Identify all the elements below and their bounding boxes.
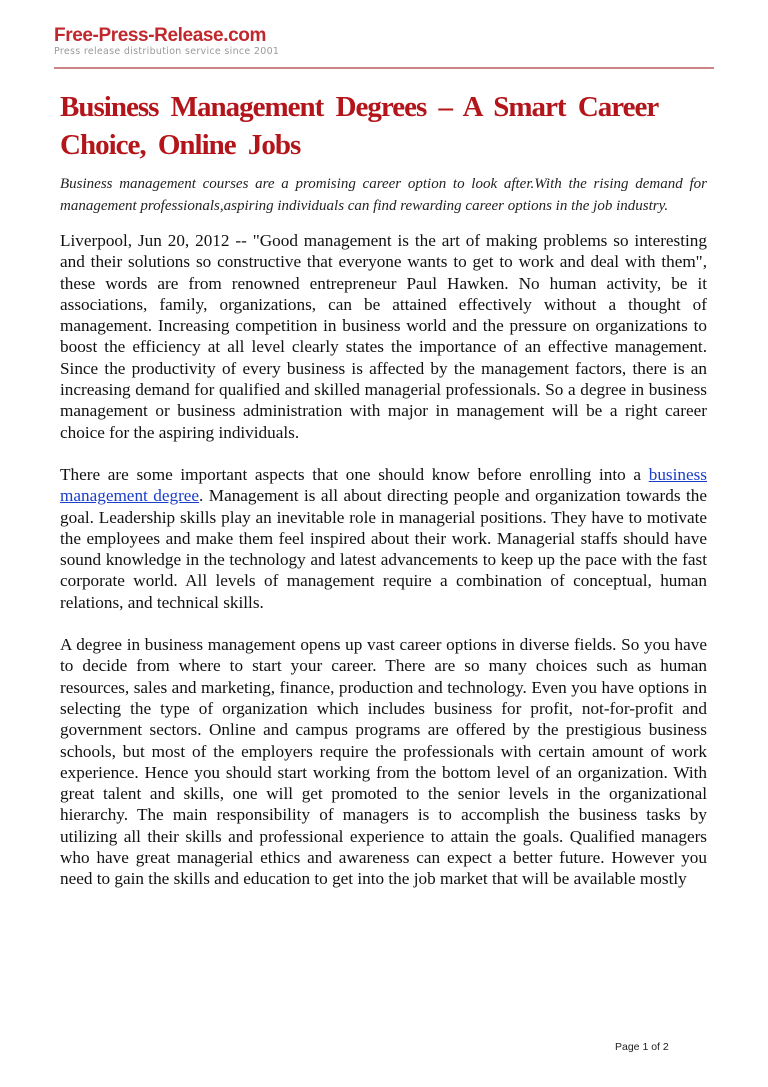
header-divider (54, 67, 714, 69)
page-number: Page 1 of 2 (615, 1041, 669, 1053)
paragraph-2-start: There are some important aspects that one should know before enrolling into a (60, 464, 649, 484)
paragraph-1: Liverpool, Jun 20, 2012 -- "Good management is the art of making problems so interesting and their solutions so constructive that everyone wants to get to work and deal with them", these words are from renowned entrepreneur Paul Hawken. No human activity, be it associations, family, organizations, can be attained effectively without a thought of management. Increasing competition in business world and the pressure on organizations to boost the efficiency at all level clearly states the importance of an effective management. Since the productivity of every business is affected by the management factors, there is an increasing demand for qualified and skilled managerial professionals. So a degree in business management or business administration with major in management will be a right career choice for the aspiring individuals. (60, 231, 707, 442)
site-logo (54, 26, 279, 58)
business-management-degree-link[interactable]: business management degree (60, 464, 707, 506)
article-summary: Business management courses are a promising career option to look after.With the rising demand for management professionals,aspiring individuals can find rewarding career options in the job industry. (60, 176, 707, 214)
logo-tagline: Press release distribution service since 2001 (54, 46, 280, 57)
article-title: Business Management Degrees – A Smart Career Choice, Online Jobs (60, 91, 658, 161)
logo-name: Free-Press-Release.com (54, 25, 266, 46)
paragraph-2 (60, 464, 707, 613)
paragraph-3: A degree in business management opens up vast career options in diverse fields. So you have to decide from where to start your career. There are so many choices such as human resources, sales and marketing, finance, production and technology. Even you have options in selecting the type of organization which includes business for profit, not-for-profit and government sectors. Online and campus programs are offered by the prestigious business schools, but most of the employers require the professionals with certain amount of work experience. Hence you should start working from the bottom level of an organization. With great talent and skills, one will get promoted to the senior levels in the organizational hierarchy. The main responsibility of managers is to accomplish the business tasks by utilizing all their skills and professional experience to attain the goals. Qualified managers who have great managerial ethics and awareness can expect a better future. However you need to gain the skills and education to get into the job market that will be available mostly (60, 635, 707, 889)
paragraph-2-end: . Management is all about directing people and organization towards the goal. Leadership skills play an inevitable role in managerial positions. They have to motivate the employees and make them feel inspired about their work. Managerial staffs should have sound knowledge in the technology and latest advancements to keep up the pace with the fast corporate world. All levels of management require a combination of conceptual, human relations, and technical skills. (60, 486, 707, 612)
article (60, 88, 707, 890)
